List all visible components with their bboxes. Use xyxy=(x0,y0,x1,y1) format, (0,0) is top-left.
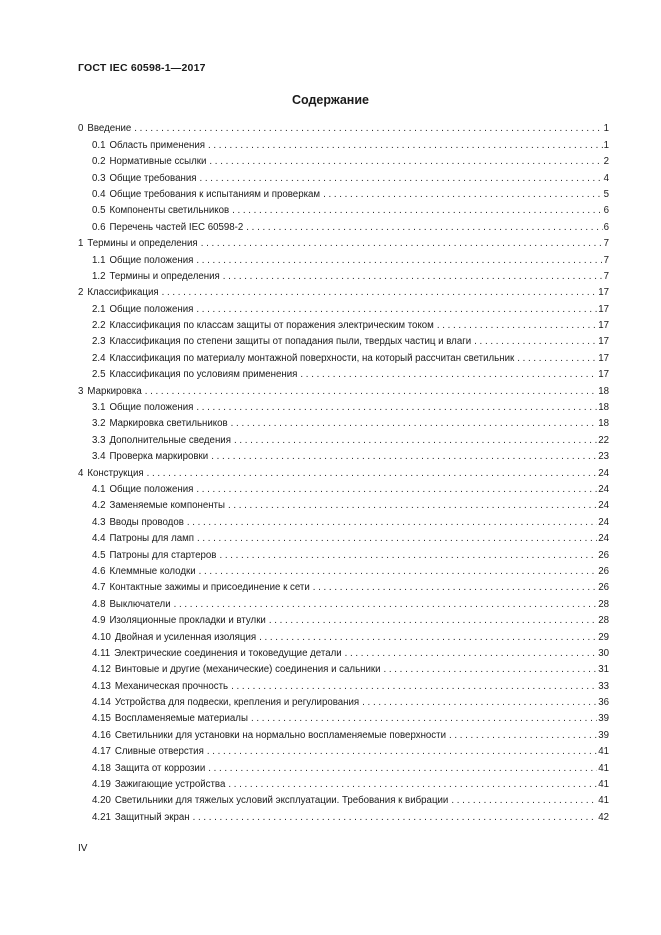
toc-entry[interactable] xyxy=(78,528,609,544)
table-of-contents xyxy=(78,118,609,823)
toc-entry[interactable] xyxy=(78,659,609,675)
toc-entry[interactable] xyxy=(78,675,609,691)
toc-entry-title: Маркировка светильников xyxy=(109,418,228,430)
toc-entry-title: Общие положения xyxy=(109,483,194,495)
dot-leader xyxy=(197,533,597,544)
dot-leader xyxy=(228,500,597,511)
toc-entry[interactable] xyxy=(78,462,609,478)
toc-entry-title: Изоляционные прокладки и втулки xyxy=(109,615,266,627)
toc-entry-title: Перечень частей IEC 60598-2 xyxy=(109,221,244,233)
toc-entry-title: Вводы проводов xyxy=(109,516,184,528)
toc-entry-number: 4.6 xyxy=(92,565,106,577)
toc-entry[interactable] xyxy=(78,216,609,232)
toc-entry[interactable] xyxy=(78,790,609,806)
toc-entry[interactable] xyxy=(78,495,609,511)
toc-entry-title: Общие требования к испытаниям и проверкам xyxy=(109,188,321,200)
toc-entry-page: 41 xyxy=(598,762,609,774)
toc-entry[interactable] xyxy=(78,446,609,462)
toc-entry-page: 42 xyxy=(598,811,609,823)
dot-leader xyxy=(147,468,598,479)
toc-entry-page: 23 xyxy=(598,451,609,463)
toc-entry-number: 3.4 xyxy=(92,451,106,463)
dot-leader xyxy=(362,697,597,708)
toc-entry[interactable] xyxy=(78,118,609,134)
toc-entry-number: 4.18 xyxy=(92,762,111,774)
toc-entry-page: 36 xyxy=(598,697,609,709)
dot-leader xyxy=(323,189,603,200)
toc-entry-title: Термины и определения xyxy=(87,238,198,250)
toc-entry-page: 18 xyxy=(598,418,609,430)
toc-entry-page: 6 xyxy=(603,221,609,233)
toc-entry[interactable] xyxy=(78,315,609,331)
toc-entry[interactable] xyxy=(78,774,609,790)
toc-entry-page: 24 xyxy=(598,500,609,512)
toc-entry-page: 41 xyxy=(598,779,609,791)
page-number: IV xyxy=(78,843,88,854)
toc-entry[interactable] xyxy=(78,249,609,265)
dot-leader xyxy=(474,336,597,347)
dot-leader xyxy=(219,550,597,561)
toc-entry-title: Классификация по классам защиты от поражения электрическим током xyxy=(109,320,434,332)
dot-leader xyxy=(199,566,598,577)
toc-entry-number: 4.7 xyxy=(92,582,106,594)
toc-entry-number: 3.2 xyxy=(92,418,106,430)
toc-entry[interactable] xyxy=(78,380,609,396)
toc-entry-title: Двойная и усиленная изоляция xyxy=(114,631,257,643)
toc-entry[interactable] xyxy=(78,364,609,380)
toc-entry-number: 2.1 xyxy=(92,303,106,315)
toc-entry-number: 4.11 xyxy=(92,647,111,659)
dot-leader xyxy=(196,304,597,315)
toc-entry-title: Электрические соединения и токоведущие детали xyxy=(114,647,342,659)
toc-entry-number: 0.6 xyxy=(92,221,106,233)
toc-entry-page: 33 xyxy=(598,680,609,692)
toc-entry-title: Клеммные колодки xyxy=(109,565,196,577)
toc-entry-title: Светильники для тяжелых условий эксплуатации. Требования к вибрации xyxy=(114,795,449,807)
toc-entry-number: 0.4 xyxy=(92,188,106,200)
toc-entry[interactable] xyxy=(78,282,609,298)
dot-leader xyxy=(196,255,602,266)
toc-entry-number: 0.1 xyxy=(92,139,106,151)
toc-entry-page: 30 xyxy=(598,647,609,659)
dot-leader xyxy=(300,369,597,380)
toc-entry-page: 24 xyxy=(598,516,609,528)
toc-entry-title: Защитный экран xyxy=(114,811,190,823)
toc-entry-number: 1 xyxy=(78,238,84,250)
dot-leader xyxy=(207,746,597,757)
dot-leader xyxy=(451,795,597,806)
toc-entry-number: 4.17 xyxy=(92,746,111,758)
toc-entry-title: Нормативные ссылки xyxy=(109,156,207,168)
toc-entry-number: 4.14 xyxy=(92,697,111,709)
dot-leader xyxy=(231,418,598,429)
dot-leader xyxy=(187,517,597,528)
dot-leader xyxy=(174,599,598,610)
toc-entry-number: 4 xyxy=(78,467,84,479)
dot-leader xyxy=(269,615,597,626)
toc-entry[interactable] xyxy=(78,167,609,183)
toc-entry-title: Зажигающие устройства xyxy=(114,779,226,791)
toc-entry-number: 4.19 xyxy=(92,779,111,791)
toc-entry-page: 41 xyxy=(598,746,609,758)
toc-entry-title: Механическая прочность xyxy=(114,680,229,692)
toc-entry-page: 1 xyxy=(603,123,609,135)
toc-entry-number: 4.1 xyxy=(92,483,106,495)
toc-entry-title: Контактные зажимы и присоединение к сети xyxy=(109,582,310,594)
toc-entry-number: 4.12 xyxy=(92,664,111,676)
toc-entry[interactable] xyxy=(78,298,609,314)
toc-entry-page: 17 xyxy=(598,287,609,299)
toc-entry-title: Выключатели xyxy=(109,598,171,610)
toc-entry[interactable] xyxy=(78,577,609,593)
dot-leader xyxy=(200,173,603,184)
toc-entry-title: Компоненты светильников xyxy=(109,205,230,217)
toc-entry-number: 4.9 xyxy=(92,615,106,627)
toc-entry-number: 1.1 xyxy=(92,254,106,266)
dot-leader xyxy=(517,353,597,364)
dot-leader xyxy=(208,763,597,774)
toc-entry-title: Проверка маркировки xyxy=(109,451,209,463)
dot-leader xyxy=(201,238,603,249)
toc-entry-number: 2 xyxy=(78,287,84,299)
toc-entry-page: 1 xyxy=(603,139,609,151)
toc-entry-number: 4.15 xyxy=(92,713,111,725)
toc-entry-page: 4 xyxy=(603,172,609,184)
toc-entry-number: 4.21 xyxy=(92,811,111,823)
toc-entry[interactable] xyxy=(78,200,609,216)
toc-entry-page: 28 xyxy=(598,615,609,627)
toc-entry[interactable] xyxy=(78,397,609,413)
toc-entry-number: 1.2 xyxy=(92,270,106,282)
toc-entry[interactable] xyxy=(78,134,609,150)
toc-entry-number: 0.5 xyxy=(92,205,106,217)
toc-entry-page: 28 xyxy=(598,598,609,610)
toc-entry[interactable] xyxy=(78,151,609,167)
toc-entry-number: 4.4 xyxy=(92,533,106,545)
toc-entry-title: Винтовые и другие (механические) соединения и сальники xyxy=(114,664,381,676)
dot-leader xyxy=(134,123,602,134)
toc-entry-page: 39 xyxy=(598,729,609,741)
dot-leader xyxy=(193,812,598,823)
toc-entry[interactable] xyxy=(78,233,609,249)
toc-entry-title: Классификация по степени защиты от попадания пыли, твердых частиц и влаги xyxy=(109,336,472,348)
dot-leader xyxy=(209,156,602,167)
dot-leader xyxy=(234,435,597,446)
toc-entry-title: Светильники для установки на нормально воспламеняемые поверхности xyxy=(114,729,447,741)
dot-leader xyxy=(259,632,597,643)
toc-entry[interactable] xyxy=(78,413,609,429)
toc-entry[interactable] xyxy=(78,643,609,659)
dot-leader xyxy=(211,451,597,462)
toc-entry-page: 39 xyxy=(598,713,609,725)
toc-entry-number: 3.3 xyxy=(92,434,106,446)
toc-entry-title: Сливные отверстия xyxy=(114,746,204,758)
toc-entry[interactable] xyxy=(78,429,609,445)
toc-entry-page: 31 xyxy=(598,664,609,676)
toc-entry-number: 0.3 xyxy=(92,172,106,184)
toc-entry-page: 7 xyxy=(603,238,609,250)
toc-entry-page: 29 xyxy=(598,631,609,643)
dot-leader xyxy=(196,484,597,495)
toc-entry-title: Общие положения xyxy=(109,254,194,266)
toc-entry-page: 17 xyxy=(598,352,609,364)
toc-entry-title: Маркировка xyxy=(87,385,142,397)
toc-entry-number: 4.16 xyxy=(92,729,111,741)
toc-entry-number: 2.3 xyxy=(92,336,106,348)
toc-entry-number: 0.2 xyxy=(92,156,106,168)
toc-entry-page: 17 xyxy=(598,336,609,348)
dot-leader xyxy=(223,271,603,282)
toc-entry[interactable] xyxy=(78,544,609,560)
dot-leader xyxy=(449,730,597,741)
toc-entry[interactable] xyxy=(78,479,609,495)
toc-entry-number: 3.1 xyxy=(92,402,106,414)
document-header: ГОСТ IEC 60598-1—2017 xyxy=(78,62,206,74)
toc-entry-title: Классификация xyxy=(87,287,159,299)
toc-entry-page: 24 xyxy=(598,533,609,545)
page-title: Содержание xyxy=(291,93,369,107)
toc-entry-title: Область применения xyxy=(109,139,206,151)
toc-entry-number: 4.5 xyxy=(92,549,106,561)
toc-entry-page: 7 xyxy=(603,270,609,282)
dot-leader xyxy=(231,681,597,692)
toc-entry-page: 41 xyxy=(598,795,609,807)
toc-entry[interactable] xyxy=(78,593,609,609)
toc-entry-number: 4.13 xyxy=(92,680,111,692)
toc-entry-page: 17 xyxy=(598,303,609,315)
dot-leader xyxy=(251,713,597,724)
toc-entry-number: 4.3 xyxy=(92,516,106,528)
dot-leader xyxy=(232,205,602,216)
dot-leader xyxy=(246,222,602,233)
toc-entry-title: Введение xyxy=(87,123,132,135)
toc-entry-title: Общие положения xyxy=(109,402,194,414)
dot-leader xyxy=(345,648,598,659)
toc-entry-page: 7 xyxy=(603,254,609,266)
toc-entry-number: 4.10 xyxy=(92,631,111,643)
toc-entry-title: Дополнительные сведения xyxy=(109,434,231,446)
toc-entry[interactable] xyxy=(78,741,609,757)
toc-entry[interactable] xyxy=(78,610,609,626)
toc-entry-page: 18 xyxy=(598,402,609,414)
toc-entry-page: 24 xyxy=(598,467,609,479)
toc-entry-page: 17 xyxy=(598,320,609,332)
dot-leader xyxy=(162,287,598,298)
toc-entry-page: 17 xyxy=(598,369,609,381)
toc-entry-number: 4.8 xyxy=(92,598,106,610)
toc-entry-page: 26 xyxy=(598,565,609,577)
toc-entry-title: Общие положения xyxy=(109,303,194,315)
toc-entry[interactable] xyxy=(78,757,609,773)
toc-entry-title: Термины и определения xyxy=(109,270,220,282)
dot-leader xyxy=(384,664,598,675)
dot-leader xyxy=(437,320,597,331)
toc-entry-title: Устройства для подвески, крепления и регулирования xyxy=(114,697,360,709)
toc-entry-title: Воспламеняемые материалы xyxy=(114,713,248,725)
toc-entry-number: 4.20 xyxy=(92,795,111,807)
toc-entry-page: 24 xyxy=(598,483,609,495)
toc-entry[interactable] xyxy=(78,724,609,740)
toc-entry-title: Конструкция xyxy=(87,467,144,479)
toc-entry-number: 4.2 xyxy=(92,500,106,512)
toc-entry[interactable] xyxy=(78,511,609,527)
toc-entry[interactable] xyxy=(78,708,609,724)
toc-entry-title: Защита от коррозии xyxy=(114,762,206,774)
toc-entry-title: Общие требования xyxy=(109,172,197,184)
toc-entry[interactable] xyxy=(78,692,609,708)
toc-entry-page: 22 xyxy=(598,434,609,446)
toc-entry-number: 2.4 xyxy=(92,352,106,364)
toc-entry-page: 6 xyxy=(603,205,609,217)
toc-entry[interactable] xyxy=(78,266,609,282)
toc-entry-title: Классификация по материалу монтажной поверхности, на который рассчитан светильник xyxy=(109,352,515,364)
toc-entry[interactable] xyxy=(78,331,609,347)
dot-leader xyxy=(208,140,603,151)
toc-entry[interactable] xyxy=(78,626,609,642)
dot-leader xyxy=(228,779,597,790)
toc-entry[interactable] xyxy=(78,806,609,822)
toc-entry-title: Патроны для ламп xyxy=(109,533,195,545)
toc-entry-page: 26 xyxy=(598,549,609,561)
toc-entry[interactable] xyxy=(78,184,609,200)
toc-entry-number: 3 xyxy=(78,385,84,397)
dot-leader xyxy=(145,386,597,397)
toc-entry-number: 2.2 xyxy=(92,320,106,332)
toc-entry-number: 2.5 xyxy=(92,369,106,381)
toc-entry[interactable] xyxy=(78,561,609,577)
dot-leader xyxy=(196,402,597,413)
toc-entry-page: 26 xyxy=(598,582,609,594)
toc-entry-title: Патроны для стартеров xyxy=(109,549,217,561)
dot-leader xyxy=(313,582,597,593)
toc-entry[interactable] xyxy=(78,347,609,363)
toc-entry-number: 0 xyxy=(78,123,84,135)
toc-entry-page: 2 xyxy=(603,156,609,168)
toc-entry-page: 5 xyxy=(603,188,609,200)
toc-entry-title: Заменяемые компоненты xyxy=(109,500,225,512)
toc-entry-page: 18 xyxy=(598,385,609,397)
toc-entry-title: Классификация по условиям применения xyxy=(109,369,298,381)
